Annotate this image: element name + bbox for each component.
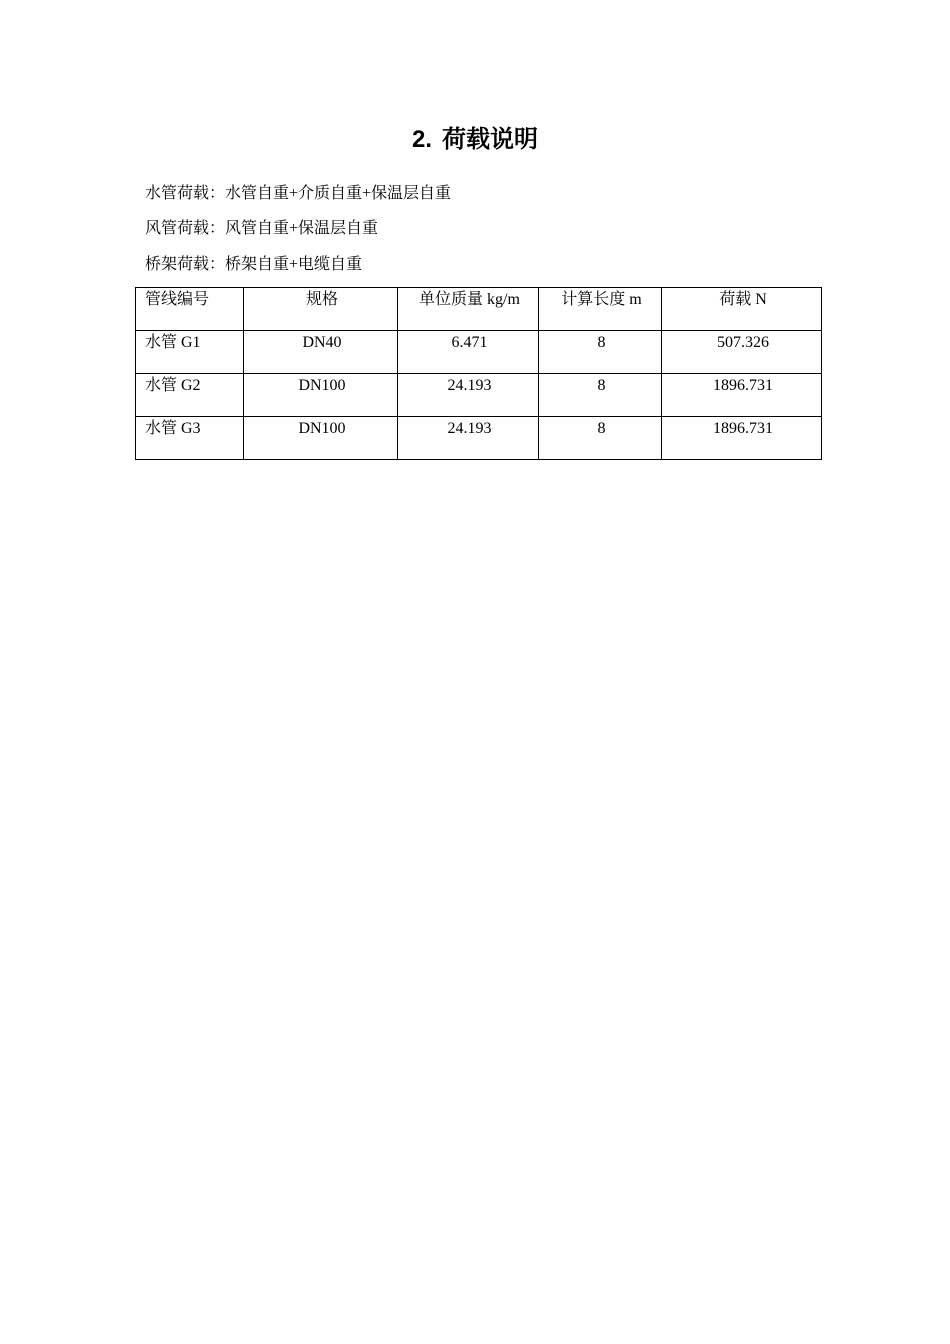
air-duct-load-text: 风管荷载：风管自重+保温层自重 xyxy=(145,220,379,237)
cell-spec: DN100 xyxy=(244,374,398,417)
header-calc-length: 计算长度 m xyxy=(539,288,662,331)
header-unit-mass: 单位质量 kg/m xyxy=(398,288,539,331)
cell-unit-mass: 24.193 xyxy=(398,417,539,460)
cable-tray-load-text: 桥架荷载：桥架自重+电缆自重 xyxy=(145,256,363,273)
table-row xyxy=(136,374,822,417)
cell-spec: DN100 xyxy=(244,417,398,460)
cell-calc-length: 8 xyxy=(539,331,662,374)
section-heading xyxy=(0,124,950,156)
table-row xyxy=(136,417,822,460)
cell-unit-mass: 24.193 xyxy=(398,374,539,417)
section-title: 荷载说明 xyxy=(442,126,538,153)
cell-pipe-id: 水管 G2 xyxy=(136,374,244,417)
load-table xyxy=(135,287,822,460)
cell-unit-mass: 6.471 xyxy=(398,331,539,374)
water-pipe-load-text: 水管荷载：水管自重+介质自重+保温层自重 xyxy=(145,185,452,202)
cell-calc-length: 8 xyxy=(539,417,662,460)
cell-calc-length: 8 xyxy=(539,374,662,417)
cell-pipe-id: 水管 G1 xyxy=(136,331,244,374)
table-header-row xyxy=(136,288,822,331)
table-row xyxy=(136,331,822,374)
section-number: 2. xyxy=(411,126,432,153)
cell-load: 1896.731 xyxy=(662,374,822,417)
cell-load: 507.326 xyxy=(662,331,822,374)
header-spec: 规格 xyxy=(244,288,398,331)
header-load: 荷载 N xyxy=(662,288,822,331)
cell-spec: DN40 xyxy=(244,331,398,374)
cell-load: 1896.731 xyxy=(662,417,822,460)
cell-pipe-id: 水管 G3 xyxy=(136,417,244,460)
header-pipe-id: 管线编号 xyxy=(136,288,244,331)
